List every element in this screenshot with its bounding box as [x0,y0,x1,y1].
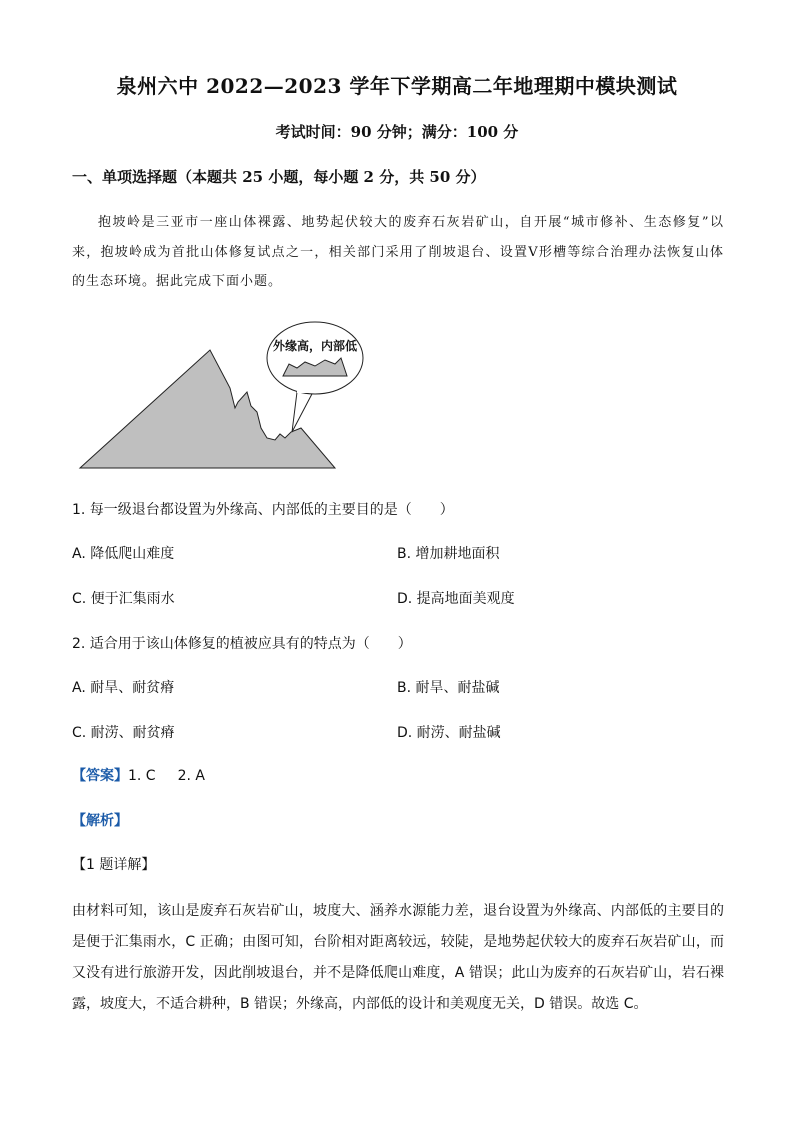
callout-tail [292,392,313,432]
mountain-figure [75,320,358,470]
answer-line [72,765,205,785]
question-2-option-b: B. 耐旱、耐盐碱 [397,680,500,696]
question-2-option-a: A. 耐旱、耐贫瘠 [72,680,175,696]
question-2-stem: 2. 适合用于该山体修复的植被应具有的特点为（ ） [72,636,412,652]
question-2-option-d: D. 耐涝、耐盐碱 [397,725,501,741]
passage-text: 抱坡岭是三亚市一座山体裸露、地势起伏较大的废弃石灰岩矿山，自开展“城市修补、生态修复”以来，抱坡岭成为首批山体修复试点之一，相关部门采用了削坡退台、设置V形槽等综合治理办法恢复山体的生态环境。据此完成下面小题。 [72,215,724,289]
callout-label: 外缘高，内部低 [272,339,358,353]
question-1-option-a: A. 降低爬山难度 [72,546,175,562]
analysis-label: 【解析】 [72,813,128,829]
exam-info: 考试时间：90 分钟；满分：100 分 [275,123,519,141]
answer-q2: 2. A [177,768,205,784]
answer-label: 【答案】 [72,768,128,784]
detail-text: 由材料可知，该山是废弃石灰岩矿山，坡度大、涵养水源能力差，退台设置为外缘高、内部低的主要目的是便于汇集雨水，C 正确；由图可知，台阶相对距离较远，较陡，是地势起伏较大的废弃石灰岩矿山，而又没有进行旅游开发，因此削坡退台，并不是降低爬山难度，A 错误；此山为废弃的石灰岩矿山，岩石裸露，坡度大，不适合耕种，B 错误；外缘高，内部低的设计和美观度无关，D 错误。故选 C。 [72,903,724,1012]
detail-heading: 【1 题详解】 [72,857,156,873]
question-1-option-c: C. 便于汇集雨水 [72,591,175,607]
question-2-option-c: C. 耐涝、耐贫瘠 [72,725,175,741]
page-title: 泉州六中 2022—2023 学年下学期高二年地理期中模块测试 [116,74,678,98]
question-1-option-b: B. 增加耕地面积 [397,546,500,562]
callout-bubble [267,322,363,394]
section-heading: 一、单项选择题（本题共 25 小题，每小题 2 分，共 50 分） [72,168,486,186]
answer-q1: 1. C [128,768,156,784]
question-1-stem: 1. 每一级退台都设置为外缘高、内部低的主要目的是（ ） [72,502,454,518]
question-1-option-d: D. 提高地面美观度 [397,591,515,607]
